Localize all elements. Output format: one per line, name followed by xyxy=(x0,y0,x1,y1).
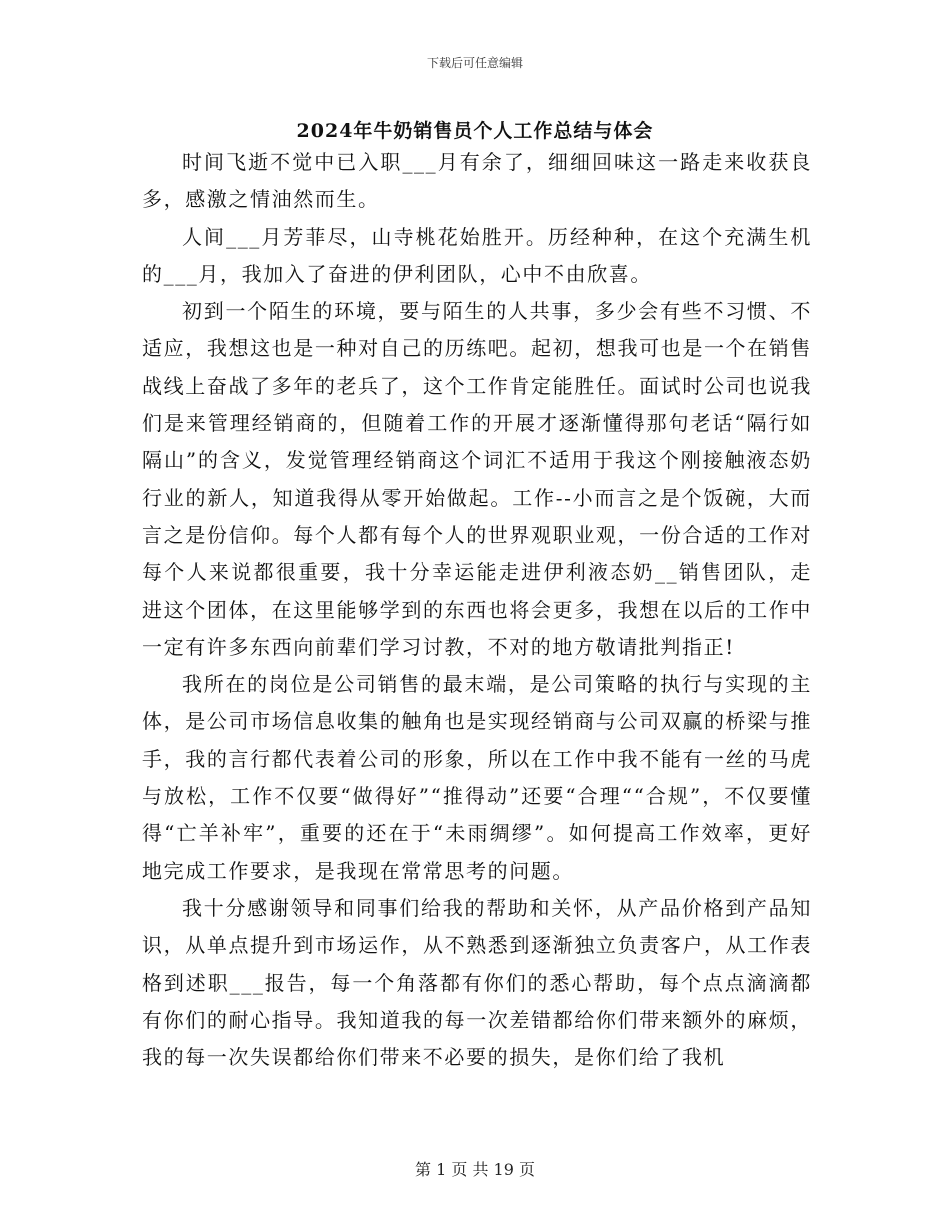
paragraph-5: 我十分感谢领导和同事们给我的帮助和关怀，从产品价格到产品知识，从单点提升到市场运作，从不熟悉到逐渐独立负责客户，从工作表格到述职___报告，每一个角落都有你们的悉心帮助，每个点点滴滴都有你们的耐心指导。我知道我的每一次差错都给你们带来额外的麻烦，我的每一次失误都给你们带来不必要的损失，是你们给了我机 xyxy=(142,895,812,1070)
document-title: 2024年牛奶销售员个人工作总结与体会 xyxy=(296,120,654,142)
paragraph-3: 初到一个陌生的环境，要与陌生的人共事，多少会有些不习惯、不适应，我想这也是一种对自己的历练吧。起初，想我可也是一个在销售战线上奋战了多年的老兵了，这个工作肯定能胜任。面试时公司也说我们是来管理经销商的，但随着工作的开展才逐渐懂得那句老话“隔行如隔山”的含义，发觉管理经销商这个词汇不适用于我这个刚接触液态奶行业的新人，知道我得从零开始做起。工作--小而言之是个饭碗，大而言之是份信仰。每个人都有每个人的世界观职业观，一份合适的工作对每个人来说都很重要，我十分幸运能走进伊利液态奶__销售团队，走进这个团体，在这里能够学到的东西也将会更多，我想在以后的工作中一定有许多东西向前辈们学习讨教，不对的地方敬请批判指正! xyxy=(142,299,812,659)
document-body xyxy=(142,144,812,1076)
page-number-footer: 第 1 页 共 19 页 xyxy=(415,1160,535,1179)
paragraph-1: 时间飞逝不觉中已入职___月有余了，细细回味这一路走来收获良多，感激之情油然而生。 xyxy=(142,150,812,212)
page-header-note: 下载后可任意编辑 xyxy=(426,56,523,70)
paragraph-2: 人间___月芳菲尽，山寺桃花始胜开。历经种种，在这个充满生机的___月，我加入了奋进的伊利团队，心中不由欣喜。 xyxy=(142,224,812,286)
paragraph-4: 我所在的岗位是公司销售的最末端，是公司策略的执行与实现的主体，是公司市场信息收集的触角也是实现经销商与公司双赢的桥梁与推手，我的言行都代表着公司的形象，所以在工作中我不能有一丝的马虎与放松，工作不仅要“做得好”“推得动”还要“合理““合规”，不仅要懂得“亡羊补牢”，重要的还在于“未雨绸缪”。如何提高工作效率，更好地完成工作要求，是我现在常常思考的问题。 xyxy=(142,672,812,883)
